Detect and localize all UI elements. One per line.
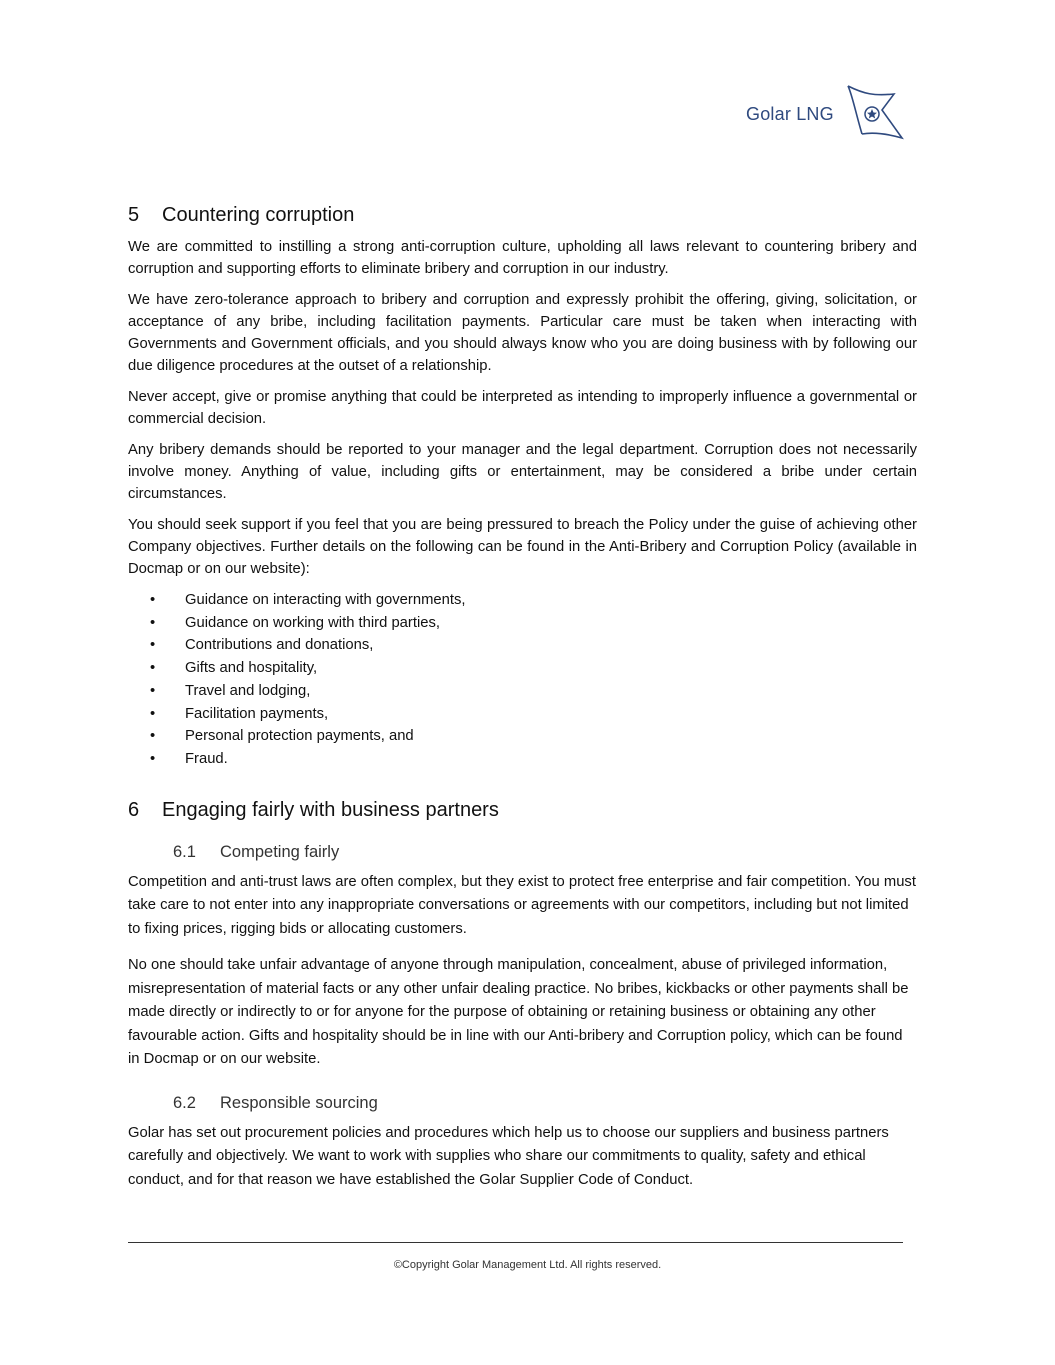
bullet-icon: • [150, 750, 156, 767]
list-item-text: Guidance on working with third parties, [185, 614, 440, 631]
subsection-number: 6.1 [173, 842, 196, 861]
flag-icon [844, 84, 908, 142]
subsection-number: 6.2 [173, 1093, 196, 1112]
section-6-heading [128, 795, 917, 825]
list-item [128, 748, 917, 771]
section-title: Countering corruption [162, 204, 355, 226]
paragraph: Any bribery demands should be reported to your manager and the legal department. Corruption does not necessarily involve money. Anything of value, including gifts or entertainment, may be considered a bribe under certain circumstances. [128, 442, 917, 502]
list-item [128, 680, 917, 703]
subsection-title: Competing fairly [220, 842, 340, 861]
bullet-icon: • [150, 637, 156, 654]
subsection-6-2-heading [128, 1090, 917, 1116]
bullet-icon: • [150, 614, 156, 631]
list-item [128, 589, 917, 612]
section-title: Engaging fairly with business partners [162, 798, 499, 821]
subsection-6-1-heading [128, 839, 917, 865]
footer-copyright: ©Copyright Golar Management Ltd. All rights reserved. [393, 1259, 662, 1271]
section-number: 5 [128, 204, 140, 226]
bullet-icon: • [150, 705, 156, 722]
list-item [128, 725, 917, 748]
subsection-title: Responsible sourcing [220, 1093, 378, 1112]
paragraph: Never accept, give or promise anything that could be interpreted as intending to improperly influence a governmental or commercial decision. [128, 389, 917, 427]
list-item [128, 612, 917, 635]
logo-text: Golar LNG [746, 104, 834, 124]
paragraph: Competition and anti-trust laws are often complex, but they exist to protect free enterprise and fair competition. You must take care to not enter into any inappropriate conversations or agreements with our competitors, including but not limited to fixing prices, rigging bids or allocating customers. [128, 873, 916, 937]
list-item-text: Travel and lodging, [185, 682, 311, 699]
list-item-text: Gifts and hospitality, [185, 660, 318, 677]
list-item [128, 703, 917, 726]
section-5-heading [128, 200, 917, 230]
main-content [128, 200, 917, 1192]
list-item [128, 634, 917, 657]
paragraph: We have zero-tolerance approach to bribery and corruption and expressly prohibit the offering, giving, solicitation, or acceptance of any bribe, including facilitation payments. Particular care must be taken when interacting with Governments and Government officials, and you should always know who you are doing business with by following our due diligence procedures at the outset of a relationship. [128, 292, 917, 374]
list-item-text: Contributions and donations, [185, 637, 374, 654]
paragraph: You should seek support if you feel that you are being pressured to breach the Policy under the guise of achieving other Company objectives. Further details on the following can be found in the Anti-Bribery and Corruption Policy (available in Docmap or on our website): [128, 517, 917, 577]
paragraph: We are committed to instilling a strong anti-corruption culture, upholding all laws relevant to countering bribery and corruption and supporting efforts to eliminate bribery and corruption in our industry. [128, 239, 917, 277]
bullet-icon: • [150, 660, 156, 677]
bullet-list [128, 589, 917, 771]
list-item-text: Fraud. [185, 750, 228, 767]
list-item-text: Personal protection payments, and [185, 728, 414, 745]
footer-divider [128, 1242, 903, 1243]
section-number: 6 [128, 798, 140, 821]
paragraph: Golar has set out procurement policies and procedures which help us to choose our suppliers and business partners carefully and objectively. We want to work with supplies who share our commitments to quality, safety and ethical conduct, and for that reason we have established the Golar Supplier Code of Conduct. [128, 1124, 889, 1188]
golar-lng-logo [746, 84, 908, 142]
paragraph: No one should take unfair advantage of anyone through manipulation, concealment, abuse of privileged information, misrepresentation of material facts or any other unfair dealing practice. No bribes, kickbacks or other payments shall be made directly or indirectly to or for anyone for the purpose of obtaining or retaining business or obtaining any other favourable action. Gifts and hospitality should be in line with our Anti-bribery and Corruption policy, which can be found in Docmap or on our website. [128, 957, 909, 1068]
list-item-text: Facilitation payments, [185, 705, 329, 722]
bullet-icon: • [150, 682, 156, 699]
bullet-icon: • [150, 592, 156, 608]
list-item [128, 657, 917, 680]
bullet-icon: • [150, 728, 156, 745]
list-item-text: Guidance on interacting with governments, [185, 592, 466, 608]
